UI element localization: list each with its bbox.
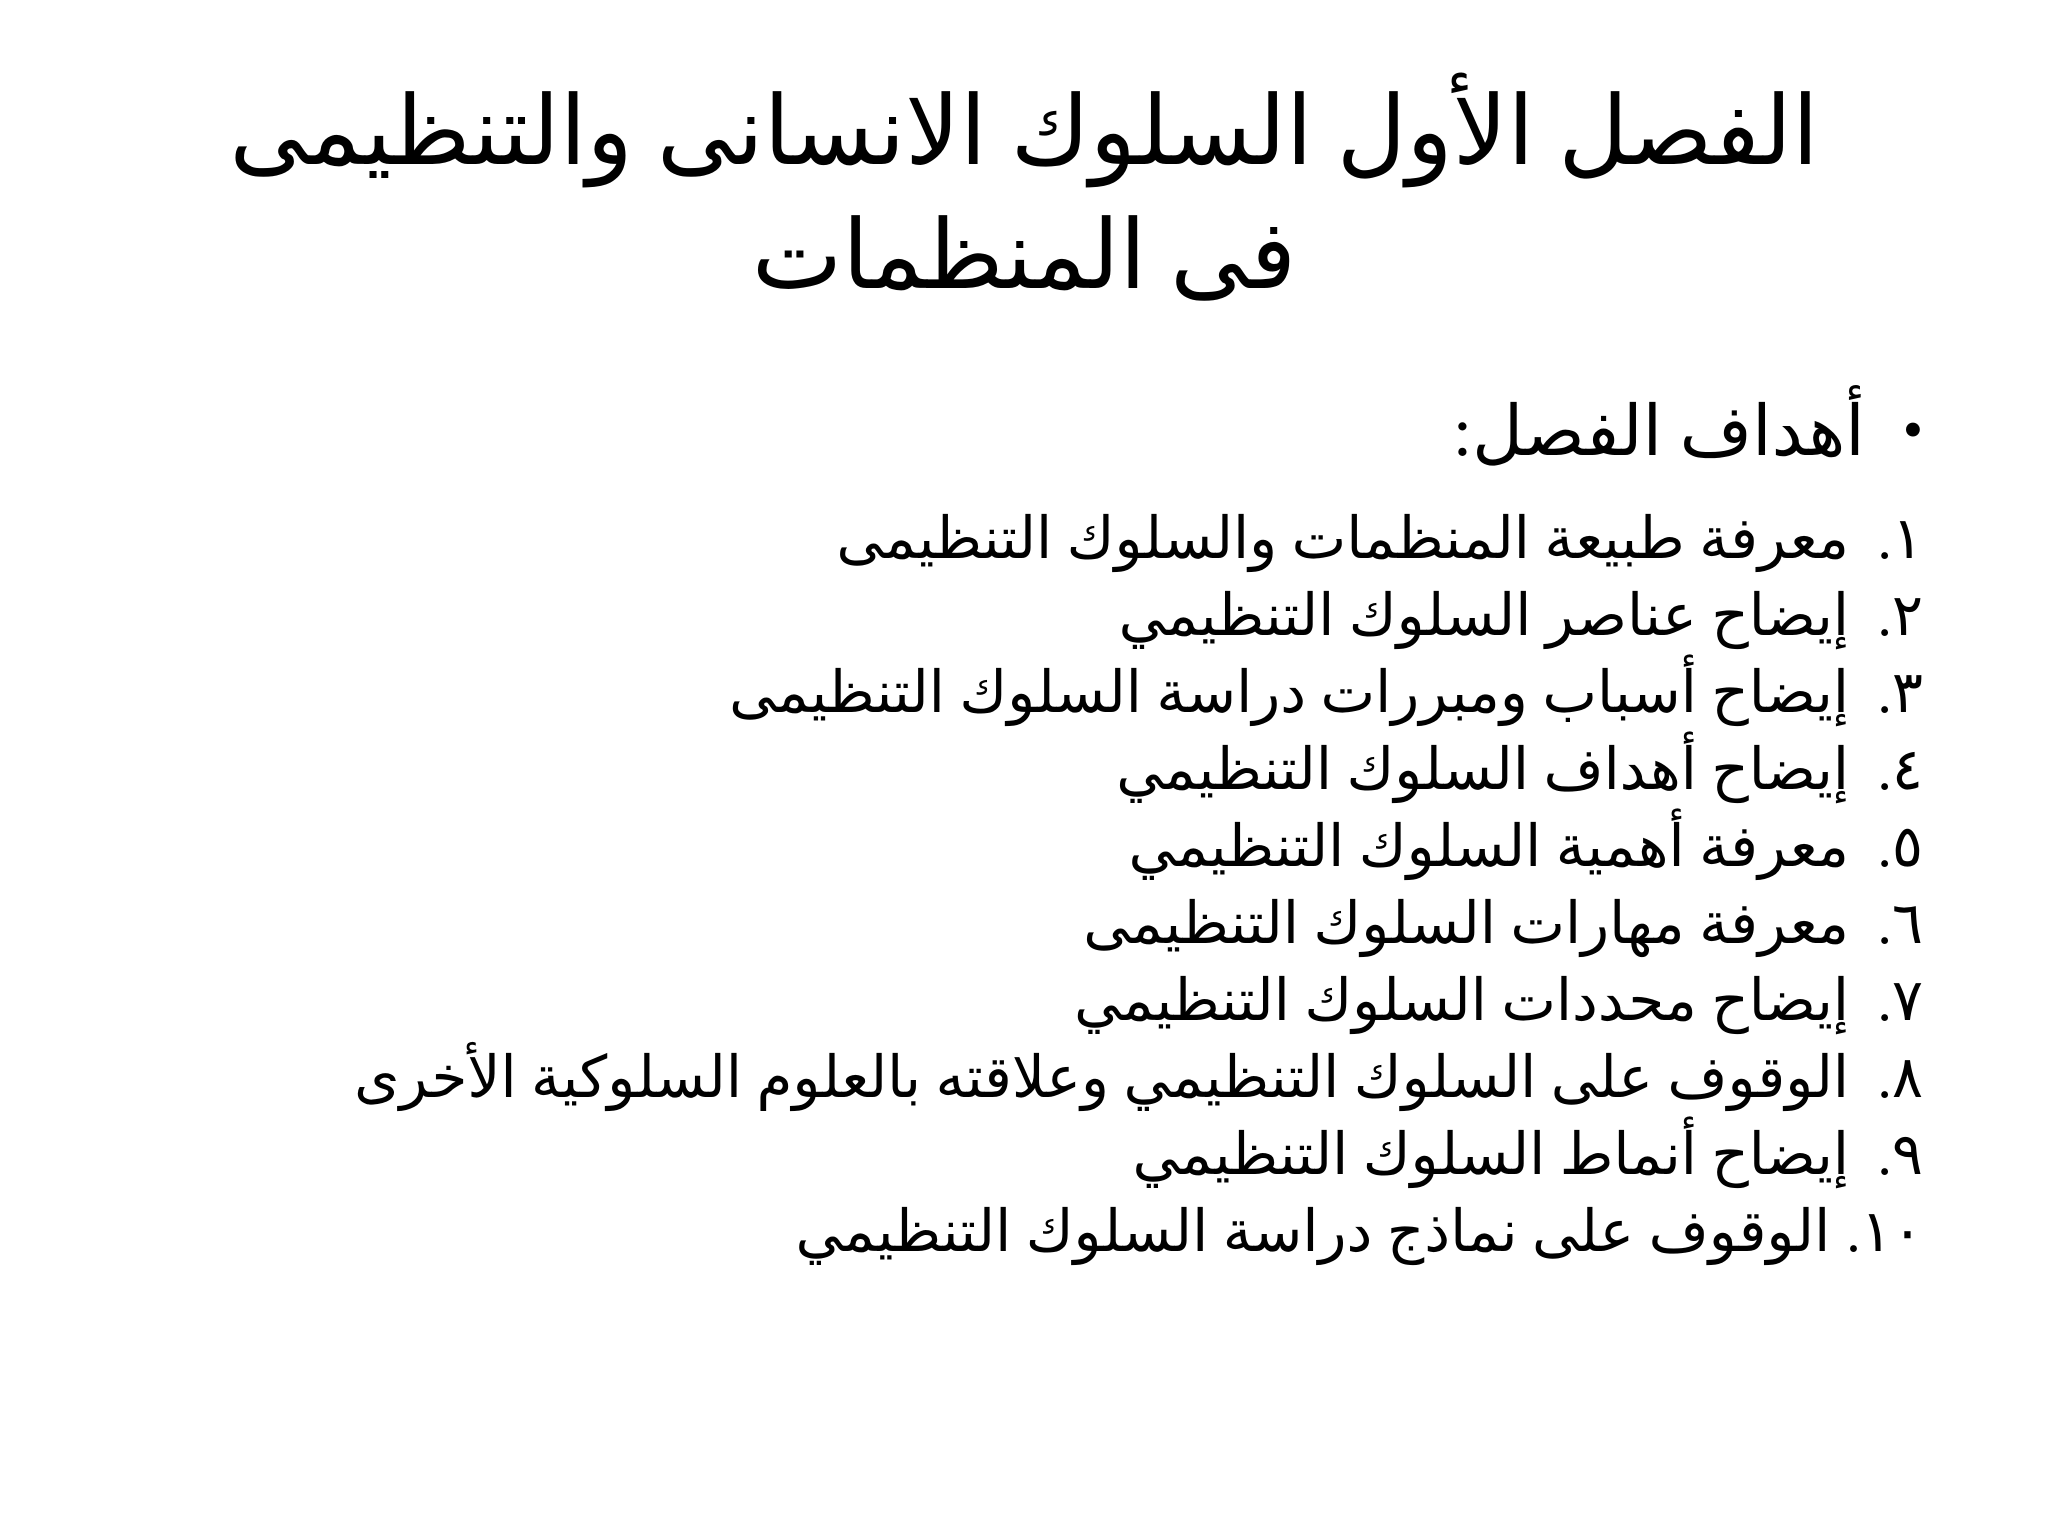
objectives-list [354, 500, 1923, 1270]
list-item [354, 500, 1923, 577]
list-item [354, 731, 1923, 808]
list-item-text: معرفة أهمية السلوك التنظيمي [1128, 814, 1849, 879]
slide-title: الفصل الأول السلوك الانسانى والتنظيمى فى المنظمات [229, 78, 1819, 309]
section-heading [1453, 385, 1923, 478]
list-item-number: ٩. [1877, 1122, 1923, 1187]
bullet-icon: • [1902, 397, 1923, 462]
list-item-text: إيضاح أسباب ومبررات دراسة السلوك التنظيمى [729, 660, 1849, 725]
list-item-text: الوقوف على نماذج دراسة السلوك التنظيمي [795, 1199, 1831, 1264]
list-item [354, 577, 1923, 654]
list-item [354, 1193, 1923, 1270]
list-item [354, 1116, 1923, 1193]
list-item-number: ٨. [1877, 1045, 1923, 1110]
list-item-number: ١. [1877, 506, 1923, 571]
list-item-text: معرفة طبيعة المنظمات والسلوك التنظيمى [836, 506, 1849, 571]
list-item-number: ٣. [1877, 660, 1923, 725]
list-item-number: ٧. [1877, 968, 1923, 1033]
list-item-text: إيضاح محددات السلوك التنظيمي [1074, 968, 1849, 1033]
list-item-number: ٤. [1877, 737, 1923, 802]
list-item-text: الوقوف على السلوك التنظيمي وعلاقته بالعلوم السلوكية الأخرى [354, 1045, 1849, 1110]
list-item-text: إيضاح أنماط السلوك التنظيمي [1132, 1122, 1849, 1187]
list-item [354, 654, 1923, 731]
list-item-text: معرفة مهارات السلوك التنظيمى [1083, 891, 1849, 956]
list-item-text: إيضاح عناصر السلوك التنظيمي [1118, 583, 1849, 648]
list-item-text: إيضاح أهداف السلوك التنظيمي [1116, 737, 1849, 802]
list-item [354, 885, 1923, 962]
list-item-number: ٦. [1877, 891, 1923, 956]
list-item-number: ١٠. [1846, 1199, 1923, 1264]
section-heading-text: أهداف الفصل: [1452, 394, 1865, 471]
list-item-number: ٥. [1877, 814, 1923, 879]
list-item-number: ٢. [1877, 583, 1923, 648]
list-item [354, 808, 1923, 885]
list-item [354, 1039, 1923, 1116]
list-item [354, 962, 1923, 1039]
